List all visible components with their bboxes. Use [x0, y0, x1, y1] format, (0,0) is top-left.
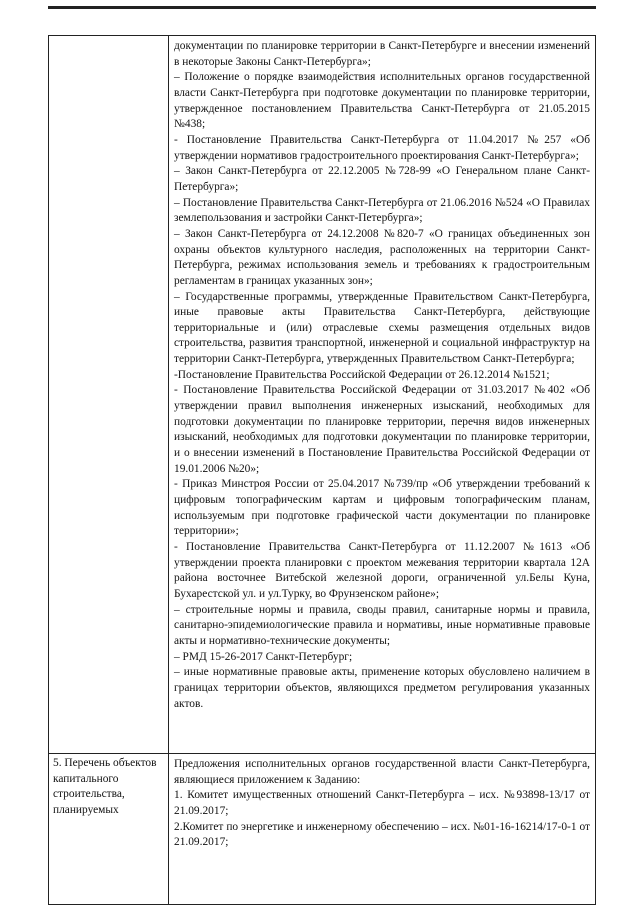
paragraph: – Закон Санкт-Петербурга от 22.12.2005 №728-99 «О Генеральном плане Санкт-Петербурга»; [174, 165, 590, 193]
row-label [49, 36, 169, 753]
table-row [49, 36, 595, 753]
row-content [169, 36, 595, 753]
row-content [169, 754, 595, 904]
row-label: 5. Перечень объектов капитального строительства, планируемых [49, 754, 169, 904]
table-row [49, 753, 595, 904]
paragraph: 2.Комитет по энергетике и инженерному обеспечению – исх. №01-16-16214/17-0-1 от 21.09.2017; [174, 820, 590, 849]
paragraph: - Приказ Минстроя России от 25.04.2017 №739/пр «Об утверждении требований к цифровым топографическим картам и цифровым топографическим планам, используемым при подготовке графической части документации по планировке территории»; [174, 478, 590, 538]
paragraph: -Постановление Правительства Российской Федерации от 26.12.2014 №1521; [174, 368, 550, 381]
paragraph: – Закон Санкт-Петербурга от 24.12.2008 №820-7 «О границах объединенных зон охраны объектов культурного наследия, расположенных на территории Санкт-Петербурга, режимах использования земель и требованиях к градостроительным регламентам в границах указанных зон»; [174, 227, 590, 287]
paragraph: документации по планировке территории в Санкт-Петербурге и внесении изменений в некоторые Законы Санкт-Петербурга»; [174, 40, 590, 68]
paragraph: Предложения исполнительных органов государственной власти Санкт-Петербурга, являющиеся приложением к Заданию: [174, 758, 590, 786]
paragraph: – иные нормативные правовые акты, применение которых обусловлено наличием в границах территории объектов, являющихся предметом регулирования указанных актов. [174, 666, 590, 710]
paragraph: – Положение о порядке взаимодействия исполнительных органов государственной власти Санкт-Петербурга при подготовке документации по планировке территории, утвержденное постановлением Правительства Санкт-Петербурга от 21.05.2015 №438; [174, 71, 590, 131]
paragraph: - Постановление Правительства Российской Федерации от 31.03.2017 №402 «Об утверждении правил выполнения инженерных изысканий, необходимых для подготовки документации по планировке территории, перечня видов инженерных изысканий, необходимых для подготовки документации по планировке территории, и о внесении изменений в Постановление Правительства Российской Федерации от 19.01.2006 №20»; [174, 384, 590, 475]
paragraph: - Постановление Правительства Санкт-Петербурга от 11.04.2017 №257 «Об утверждении нормативов градостроительного проектирования Санкт-Петербурга»; [174, 133, 590, 162]
paragraph: – Постановление Правительства Санкт-Петербурга от 21.06.2016 №524 «О Правилах землепользования и застройки Санкт-Петербурга»; [174, 196, 590, 225]
paragraph: – Государственные программы, утвержденные Правительством Санкт-Петербурга, иные правовые акты Правительства Санкт-Петербурга, действующие территориальные и (или) отраслевые схемы размещения отдельных видов строительства, развития транспортной, инженерной и социальной инфраструктур на территории Санкт-Петербурга, утвержденных Правительством Санкт-Петербурга; [174, 290, 590, 366]
paragraph: – строительные нормы и правила, своды правил, санитарные нормы и правила, санитарно-эпидемиологические правила и нормативы, иные нормативные правовые акты и нормативно-технические документы; [174, 603, 590, 647]
paragraph: - Постановление Правительства Санкт-Петербурга от 11.12.2007 №1613 «Об утверждении проекта планировки с проектом межевания территории квартала 12А района восточнее Витебской железной дороги, ограниченной ул.Белы Куна, Бухарестской ул. и ул.Турку, во Фрунзенском районе»; [174, 541, 590, 600]
paragraph: – РМД 15-26-2017 Санкт-Петербург; [174, 650, 353, 663]
paragraph: 1. Комитет имущественных отношений Санкт-Петербурга – исх. №93898-13/17 от 21.09.2017; [174, 789, 590, 817]
document-table [48, 35, 596, 905]
top-rule [48, 6, 596, 9]
